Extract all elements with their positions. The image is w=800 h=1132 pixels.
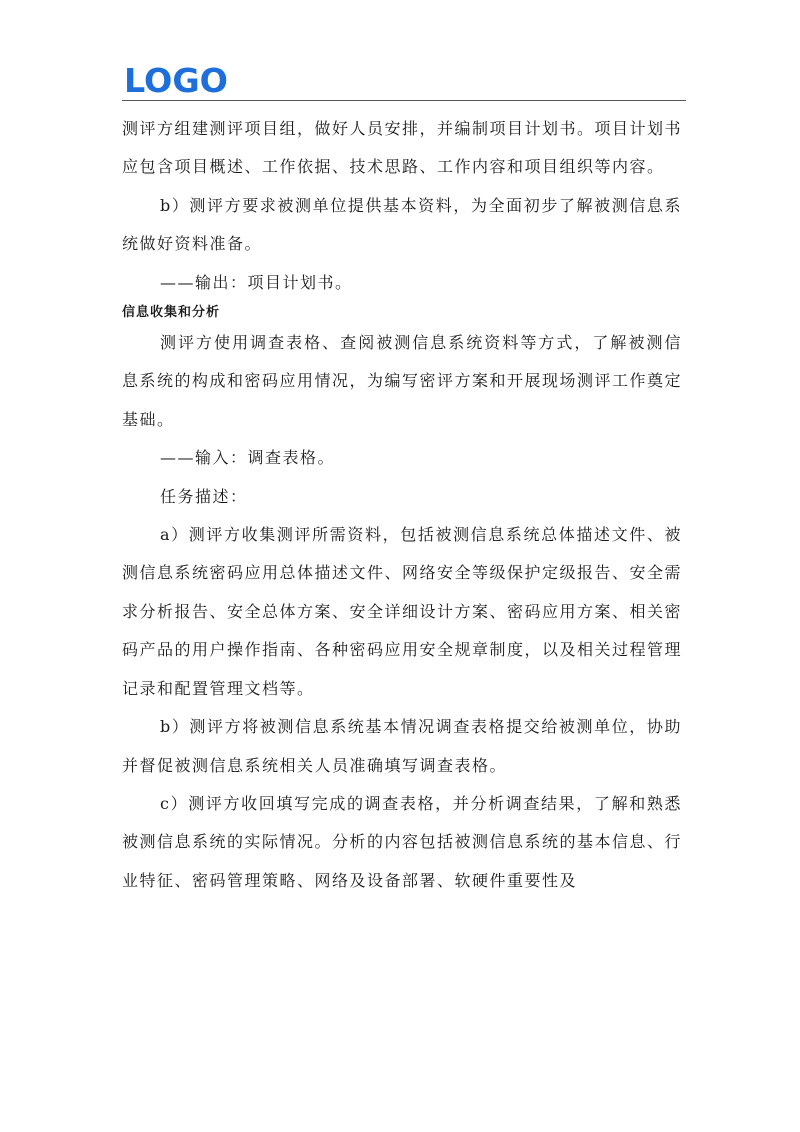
section-heading: 信息收集和分析 xyxy=(122,305,221,321)
paragraph-input: ——输入：调查表格。 xyxy=(160,448,336,468)
paragraph-item-b-basic-materials: b）测评方要求被测单位提供基本资料，为全面初步了解被测信息系统做好资料准备。 xyxy=(122,195,682,254)
paragraph-output: ——输出：项目计划书。 xyxy=(160,272,353,292)
paragraph-item-c: c）测评方收回填写完成的调查表格，并分析调查结果，了解和熟悉被测信息系统的实际情况。分析的内容包括被测信息系统的基本信息、行业特征、密码管理策略、网络及设备部署、软硬件重要性及 xyxy=(122,793,683,890)
paragraph-project-plan: 测评方组建测评项目组，做好人员安排，并编制项目计划书。项目计划书应包含项目概述、工作依据、技术思路、工作内容和项目组织等内容。 xyxy=(122,119,683,177)
paragraph-task-description: 任务描述： xyxy=(160,486,248,506)
logo-text: LOGO xyxy=(124,62,228,98)
paragraph-item-a: a）测评方收集测评所需资料，包括被测信息系统总体描述文件、被测信息系统密码应用总体描述文件、网络安全等级保护定级报告、安全需求分析报告、安全总体方案、安全详细设计方案、密码应用方案、相关密码产品的用户操作指南、各种密码应用安全规章制度，以及相关过程管理记录和配置管理文档等。 xyxy=(122,525,683,698)
header-divider xyxy=(122,100,686,101)
logo xyxy=(124,62,234,98)
document-body xyxy=(122,110,682,900)
paragraph-item-b: b）测评方将被测信息系统基本情况调查表格提交给被测单位，协助并督促被测信息系统相关人员准确填写调查表格。 xyxy=(122,717,682,775)
paragraph-info-collection: 测评方使用调查表格、查阅被测信息系统资料等方式，了解被测信息系统的构成和密码应用情况，为编写密评方案和开展现场测评工作奠定基础。 xyxy=(122,333,683,429)
